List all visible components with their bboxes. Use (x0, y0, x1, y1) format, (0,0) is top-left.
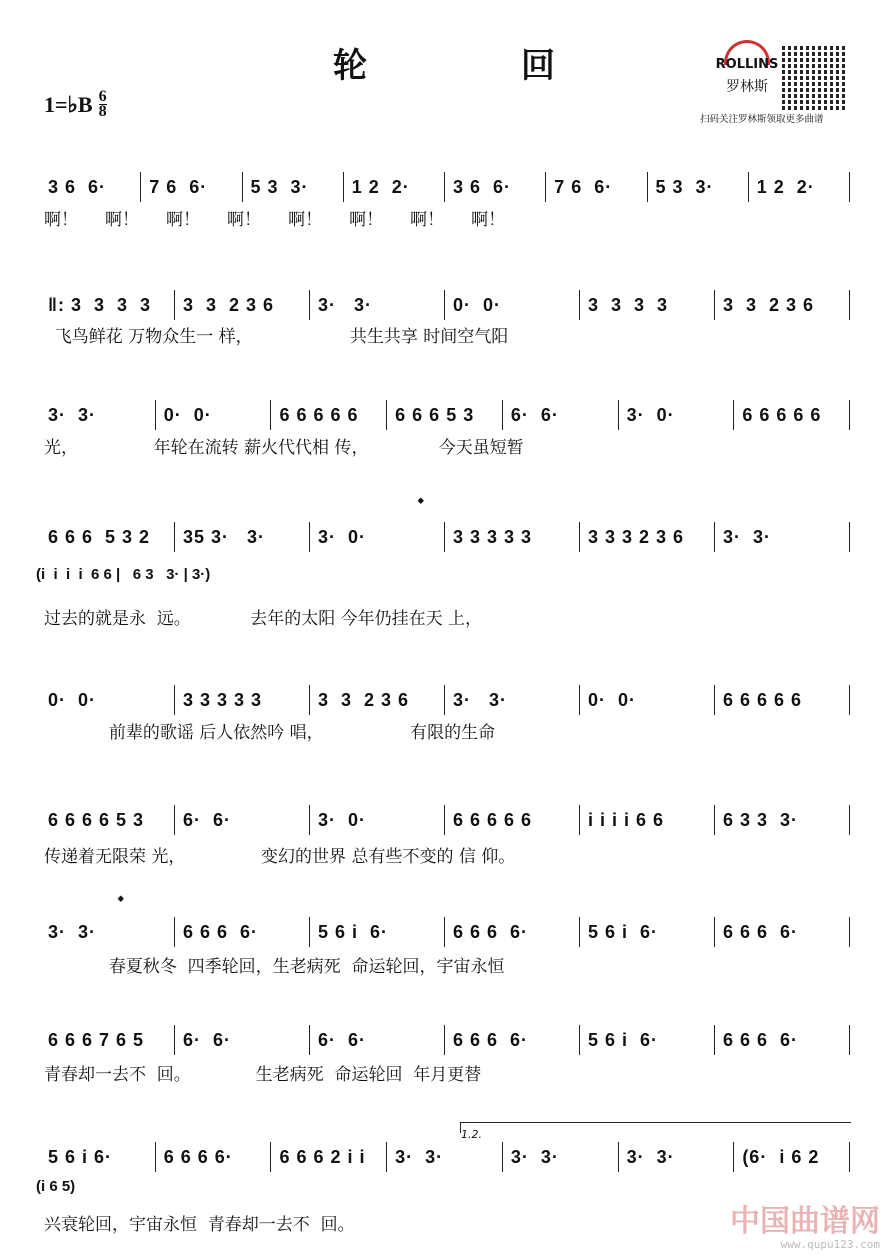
measure: 6· 6· (503, 400, 619, 430)
measure: 3· 3· (40, 400, 156, 430)
measure: 6· 6· (175, 1025, 310, 1055)
measure: 1 2 2· (344, 172, 445, 202)
measure: 35 3· 3· (175, 522, 310, 552)
measure: 3 3 2 3 6 (175, 290, 310, 320)
time-denominator: 8 (98, 103, 107, 120)
staff-row (40, 400, 850, 430)
measure: (6· i 6 2 (734, 1142, 850, 1172)
coda-sign-icon: 𝄌 (118, 892, 124, 911)
measure: 0· 0· (156, 400, 272, 430)
staff-row (40, 522, 850, 552)
measure: 3· 3· (310, 290, 445, 320)
key-label: 1=♭B (44, 91, 93, 117)
measure: 6· 6· (310, 1025, 445, 1055)
measure: 3 3 3 3 3 (175, 685, 310, 715)
measure: 5 6 i 6· (40, 1142, 156, 1172)
measure: 6 6 6 6· (156, 1142, 272, 1172)
measure: 6 6 6 6 5 3 (40, 805, 175, 835)
measure: 5 3 3· (648, 172, 749, 202)
measure: 3 3 3 2 3 6 (580, 522, 715, 552)
measure: 0· 0· (40, 685, 175, 715)
lyrics-line: 前辈的歌谣 后人依然吟 唱， 有限的生命 (44, 723, 496, 743)
volta-label: 1.2. (461, 1128, 482, 1141)
logo-name: 罗林斯 (726, 79, 768, 95)
qr-code-icon (782, 44, 848, 110)
watermark: 中国曲谱网 (730, 1204, 880, 1239)
coda-sign-icon: 𝄌 (418, 494, 424, 513)
staff-row (40, 1025, 850, 1055)
staff-row (40, 805, 850, 835)
measure: 6 6 6 5 3 2 (40, 522, 175, 552)
measure: 1 2 2· (749, 172, 850, 202)
measure: 0· 0· (445, 290, 580, 320)
measure: 7 6 6· (546, 172, 647, 202)
lyrics-line: 春夏秋冬 四季轮回，生老病死 命运轮回，宇宙永恒 (44, 957, 505, 977)
logo-brand: ROLLINS (715, 57, 779, 72)
measure: 6 6 6 5 3 (387, 400, 503, 430)
measure: 3 3 2 3 6 (715, 290, 850, 320)
song-title: 轮 回 (333, 46, 615, 86)
measure: 3 3 3 3 3 (445, 522, 580, 552)
alternate-notes: (i 6 5) (36, 1178, 76, 1195)
lyrics-line: 啊！ 啊！ 啊！ 啊！ 啊！ 啊！ 啊！ 啊！ (44, 210, 506, 230)
measure: 3· 3· (715, 522, 850, 552)
measure: 0· 0· (580, 685, 715, 715)
measure: 3 3 3 3 (580, 290, 715, 320)
measure: 6 6 6 6· (445, 1025, 580, 1055)
measure: i i i i 6 6 (580, 805, 715, 835)
measure: 6 6 6 6· (445, 917, 580, 947)
measure: 7 6 6· (141, 172, 242, 202)
measure: 6 6 6 6 6 (271, 400, 387, 430)
measure: 3· 0· (310, 805, 445, 835)
staff-row (40, 917, 850, 947)
watermark-url: www.qupu123.com (780, 1238, 880, 1251)
measure: 3· 3· (40, 917, 175, 947)
measure: 6· 6· (175, 805, 310, 835)
measure: 6 6 6 6 6 (715, 685, 850, 715)
alternate-notes: (i i i i 6 6 | 6 3 3· | 3·) (36, 566, 211, 583)
measure: 3· 3· (387, 1142, 503, 1172)
measure: 5 6 i 6· (580, 1025, 715, 1055)
measure: 6 6 6 6 6 (445, 805, 580, 835)
measure: 3· 0· (310, 522, 445, 552)
measure: 6 6 6 7 6 5 (40, 1025, 175, 1055)
measure: 3· 0· (619, 400, 735, 430)
lyrics-line: 兴衰轮回，宇宙永恒 青春却一去不 回。 (44, 1215, 355, 1235)
time-signature (99, 90, 107, 119)
staff-row (40, 172, 850, 202)
qr-caption: 扫码关注罗林斯领取更多曲谱 (700, 114, 824, 125)
measure: 6 6 6 6· (175, 917, 310, 947)
volta-bracket (460, 1122, 851, 1141)
measure: 6 6 6 6 6 (734, 400, 850, 430)
measure: 6 6 6 2 i i (271, 1142, 387, 1172)
measure: 3 6 6· (40, 172, 141, 202)
time-numerator: 6 (98, 88, 107, 105)
measure: 3· 3· (445, 685, 580, 715)
measure: 6 6 6 6· (715, 917, 850, 947)
lyrics-line: 青春却一去不 回。 生老病死 命运轮回 年月更替 (44, 1065, 482, 1085)
measure: 3 3 2 3 6 (310, 685, 445, 715)
staff-row (40, 685, 850, 715)
measure: 3 6 6· (445, 172, 546, 202)
staff-row (40, 1142, 850, 1172)
measure: 5 6 i 6· (580, 917, 715, 947)
lyrics-line: 传递着无限荣 光， 变幻的世界 总有些不变的 信 仰。 (44, 847, 516, 867)
measure: 3· 3· (503, 1142, 619, 1172)
staff-row (40, 290, 850, 320)
lyrics-line: 光， 年轮在流转 薪火代代相 传， 今天虽短暂 (44, 438, 524, 458)
measure: 3· 3· (619, 1142, 735, 1172)
measure: 6 6 6 6· (715, 1025, 850, 1055)
lyrics-line: 飞鸟鲜花 万物众生一 样， 共生共享 时间空气阳 (44, 327, 509, 347)
lyrics-line: 过去的就是永 远。 去年的太阳 今年仍挂在天 上， (44, 609, 483, 629)
rollins-logo (702, 40, 792, 96)
key-signature (44, 90, 107, 119)
measure: 5 3 3· (243, 172, 344, 202)
measure: ‖: 3 3 3 3 (40, 290, 175, 320)
measure: 6 3 3 3· (715, 805, 850, 835)
measure: 5 6 i 6· (310, 917, 445, 947)
